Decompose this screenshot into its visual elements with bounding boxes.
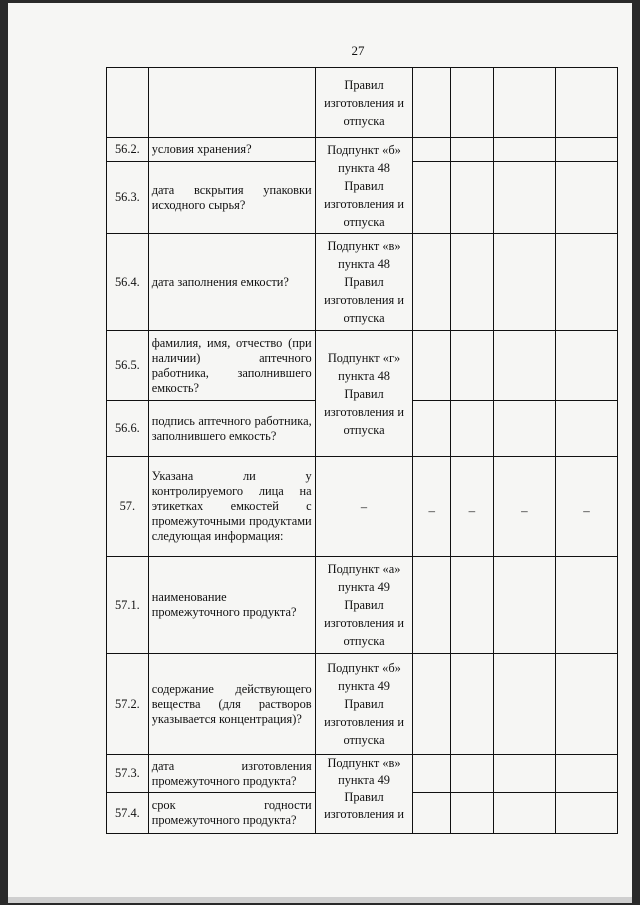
answer-cell — [413, 557, 451, 654]
row-number: 57.3. — [107, 755, 149, 793]
row-number: 56.3. — [107, 162, 149, 234]
dash-mark: – — [521, 503, 528, 518]
question-cell: срок годности промежуточного продукта? — [148, 793, 315, 834]
reference-cell: Подпункт «б» пункта 48 Правил изготовления и отпуска — [315, 138, 413, 234]
answer-cell — [555, 138, 617, 162]
answer-cell — [555, 793, 617, 834]
row-number: 57.2. — [107, 654, 149, 755]
answer-cell — [413, 162, 451, 234]
question-cell: подпись аптечного работника, заполнившего емкость? — [148, 401, 315, 457]
table-row — [107, 331, 618, 401]
question-cell: содержание действующего вещества (для растворов указывается концентрация)? — [148, 654, 315, 755]
answer-cell — [555, 162, 617, 234]
answer-cell — [555, 401, 617, 457]
answer-cell — [451, 755, 494, 793]
document-page — [8, 3, 632, 903]
question-cell: наименование промежуточного продукта? — [148, 557, 315, 654]
answer-cell-yes — [413, 68, 451, 138]
answer-cell — [413, 654, 451, 755]
answer-cell-na — [493, 68, 555, 138]
checklist-table — [106, 67, 618, 834]
row-number: 56.5. — [107, 331, 149, 401]
question-cell: дата изготовления промежуточного продукта? — [148, 755, 315, 793]
answer-cell-dash — [493, 457, 555, 557]
dash-mark: – — [583, 503, 590, 518]
table-row — [107, 68, 618, 138]
question-cell: фамилия, имя, отчество (при наличии) аптечного работника, заполнившего емкость? — [148, 331, 315, 401]
reference-cell: Подпункт «в» пункта 48 Правил изготовления и отпуска — [315, 234, 413, 331]
answer-cell-notes — [555, 68, 617, 138]
answer-cell — [413, 755, 451, 793]
answer-cell — [493, 138, 555, 162]
question-cell — [148, 68, 315, 138]
question-cell: Указана ли у контролируемого лица на этикетках емкостей с промежуточными продуктами следующая информация: — [148, 457, 315, 557]
answer-cell — [451, 234, 494, 331]
answer-cell — [555, 234, 617, 331]
answer-cell — [413, 793, 451, 834]
answer-cell — [413, 401, 451, 457]
dash-mark: – — [428, 503, 435, 518]
reference-cell: Подпункт «б» пункта 49 Правил изготовления и отпуска — [315, 654, 413, 755]
question-cell: дата заполнения емкости? — [148, 234, 315, 331]
answer-cell — [451, 654, 494, 755]
row-number — [107, 68, 149, 138]
answer-cell-dash — [451, 457, 494, 557]
reference-cell: Подпункт «а» пункта 49 Правил изготовления и отпуска — [315, 557, 413, 654]
answer-cell — [451, 793, 494, 834]
table-row — [107, 138, 618, 162]
answer-cell — [413, 138, 451, 162]
row-number: 57.4. — [107, 793, 149, 834]
answer-cell-no — [451, 68, 494, 138]
answer-cell — [493, 557, 555, 654]
answer-cell — [451, 138, 494, 162]
table-row — [107, 755, 618, 793]
table-row — [107, 457, 618, 557]
reference-cell: Подпункт «в» пункта 49 Правил изготовления и — [315, 755, 413, 834]
answer-cell-dash — [555, 457, 617, 557]
table-row — [107, 654, 618, 755]
row-number: 56.2. — [107, 138, 149, 162]
question-cell: дата вскрытия упаковки исходного сырья? — [148, 162, 315, 234]
answer-cell — [493, 331, 555, 401]
row-number: 56.4. — [107, 234, 149, 331]
scan-edge — [8, 897, 632, 903]
answer-cell — [493, 793, 555, 834]
answer-cell — [451, 162, 494, 234]
row-number: 57. — [107, 457, 149, 557]
answer-cell — [451, 331, 494, 401]
answer-cell — [493, 162, 555, 234]
row-number: 56.6. — [107, 401, 149, 457]
answer-cell — [451, 557, 494, 654]
page-number: 27 — [351, 43, 365, 58]
answer-cell — [413, 331, 451, 401]
reference-cell: – — [315, 457, 413, 557]
answer-cell — [493, 401, 555, 457]
reference-cell: Правил изготовления и отпуска — [315, 68, 413, 138]
answer-cell — [451, 401, 494, 457]
answer-cell — [555, 755, 617, 793]
question-cell: условия хранения? — [148, 138, 315, 162]
answer-cell — [555, 654, 617, 755]
answer-cell — [493, 234, 555, 331]
answer-cell — [555, 331, 617, 401]
dash-mark: – — [468, 503, 476, 518]
answer-cell — [413, 234, 451, 331]
table-row — [107, 234, 618, 331]
answer-cell — [493, 755, 555, 793]
reference-cell: Подпункт «г» пункта 48 Правил изготовления и отпуска — [315, 331, 413, 457]
row-number: 57.1. — [107, 557, 149, 654]
answer-cell-dash — [413, 457, 451, 557]
table-row — [107, 557, 618, 654]
answer-cell — [555, 557, 617, 654]
answer-cell — [493, 654, 555, 755]
